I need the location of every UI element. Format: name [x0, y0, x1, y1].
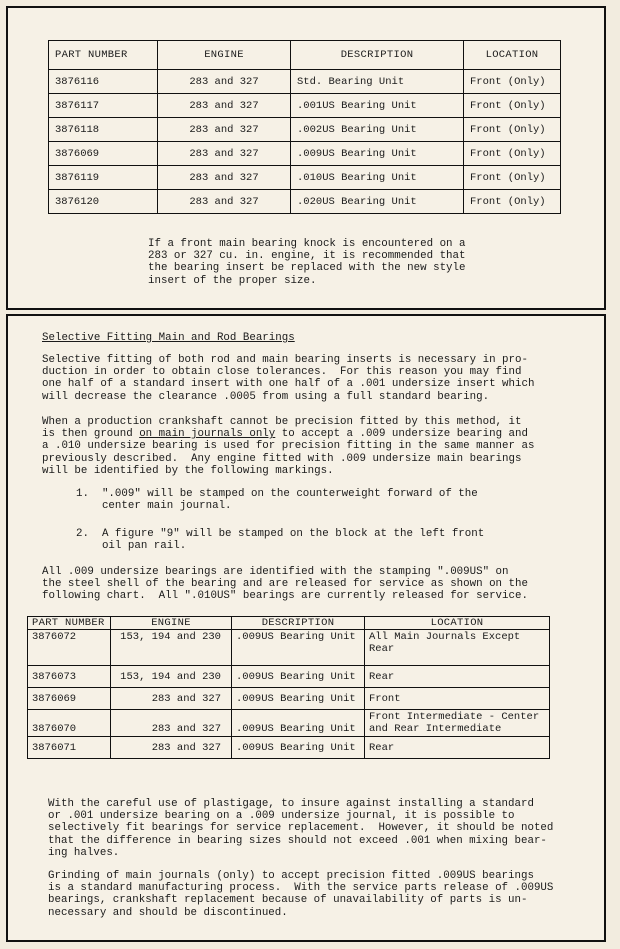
description: .001US Bearing Unit — [291, 94, 464, 118]
engine: 283 and 327 — [158, 142, 291, 166]
header-engine: ENGINE — [111, 617, 232, 630]
front-bearing-table — [48, 40, 561, 214]
table-row — [49, 94, 561, 118]
table-row — [28, 710, 550, 737]
engine: 283 and 327 — [111, 688, 232, 710]
part-number: 3876117 — [49, 94, 158, 118]
description: .009US Bearing Unit — [232, 630, 365, 666]
table-row — [49, 118, 561, 142]
header-engine: ENGINE — [158, 41, 291, 70]
location: Front (Only) — [464, 166, 561, 190]
location: Rear — [365, 666, 550, 688]
part-number: 3876070 — [28, 710, 111, 737]
engine: 283 and 327 — [111, 710, 232, 737]
part-number: 3876072 — [28, 630, 111, 666]
list-text: A figure "9" will be stamped on the block at the left front oil pan rail. — [101, 528, 485, 553]
engine: 153, 194 and 230 — [111, 666, 232, 688]
list-text: ".009" will be stamped on the counterweight forward of the center main journal. — [101, 488, 478, 513]
table-row — [28, 630, 550, 666]
paragraph-plastigage: With the careful use of plastigage, to insure against installing a standard or .001 undersize bearing on a .009 undersize journal, it is possible to selectively fit bearings for service replacement. However, it should be noted that the difference in bearing sizes should not exceed .001 when mixing bear- ing halves. — [48, 798, 554, 859]
paragraph-selective-fitting: Selective fitting of both rod and main bearing inserts is necessary in pro- duction in order to obtain close tolerances. For this reason you may find one half of a standard insert with one half of a .001 undersize insert which will decrease the clearance .0005 from using a full standard bearing. — [42, 354, 535, 403]
engine: 153, 194 and 230 — [111, 630, 232, 666]
main-panel — [6, 314, 606, 942]
engine: 283 and 327 — [158, 190, 291, 214]
paragraph-text: to accept a .009 undersize bearing and a .010 undersize bearing is used for precision fitting in the same manner as previously described. Any engine fitted with .009 undersize main bearings will be identified by the following markings. — [42, 428, 535, 477]
engine: 283 and 327 — [158, 70, 291, 94]
paragraph-crankshaft-ground — [42, 416, 534, 477]
part-number: 3876069 — [28, 688, 111, 710]
table-row — [28, 688, 550, 710]
description: .009US Bearing Unit — [232, 710, 365, 737]
part-number: 3876118 — [49, 118, 158, 142]
table-row — [49, 70, 561, 94]
table-header-row — [28, 617, 550, 630]
table-header-row — [49, 41, 561, 70]
table-row — [28, 737, 550, 759]
description: .020US Bearing Unit — [291, 190, 464, 214]
list-number: 2. — [76, 528, 89, 540]
header-part-number: PART NUMBER — [28, 617, 111, 630]
undersize-bearing-table — [27, 616, 550, 759]
paragraph-grinding: Grinding of main journals (only) to accept precision fitted .009US bearings is a standard manufacturing process. With the service parts release of .009US bearings, crankshaft replacement because of unavailability of parts is un- necessary and should be discontinued. — [48, 870, 554, 919]
list-item — [76, 488, 478, 512]
location: Front (Only) — [464, 190, 561, 214]
header-location: LOCATION — [365, 617, 550, 630]
description: .009US Bearing Unit — [232, 688, 365, 710]
location: Front (Only) — [464, 94, 561, 118]
description: .002US Bearing Unit — [291, 118, 464, 142]
part-number: 3876119 — [49, 166, 158, 190]
engine: 283 and 327 — [158, 166, 291, 190]
description: .009US Bearing Unit — [232, 737, 365, 759]
part-number: 3876071 — [28, 737, 111, 759]
location: Front Intermediate - Center and Rear Intermediate — [365, 710, 550, 737]
front-knock-note: If a front main bearing knock is encountered on a 283 or 327 cu. in. engine, it is recommended that the bearing insert be replaced with the new style insert of the proper size. — [148, 238, 466, 287]
table-row — [28, 666, 550, 688]
location: Rear — [365, 737, 550, 759]
header-description: DESCRIPTION — [291, 41, 464, 70]
top-panel — [6, 6, 606, 310]
engine: 283 and 327 — [111, 737, 232, 759]
paragraph-stamping: All .009 undersize bearings are identified with the stamping ".009US" on the steel shell of the bearing and are released for service as shown on the following chart. All ".010US" bearings are currently released for service. — [42, 566, 528, 603]
description: .009US Bearing Unit — [291, 142, 464, 166]
underlined-phrase: on main journals only — [139, 428, 276, 441]
engine: 283 and 327 — [158, 94, 291, 118]
list-number: 1. — [76, 488, 89, 500]
location: Front — [365, 688, 550, 710]
list-item — [76, 528, 484, 552]
description: Std. Bearing Unit — [291, 70, 464, 94]
part-number: 3876073 — [28, 666, 111, 688]
table-row — [49, 190, 561, 214]
part-number: 3876120 — [49, 190, 158, 214]
location: All Main Journals Except Rear — [365, 630, 550, 666]
header-description: DESCRIPTION — [232, 617, 365, 630]
table-row — [49, 142, 561, 166]
table-row — [49, 166, 561, 190]
paragraph-text: When a production crankshaft cannot be precision fitted by this method, it is then ground — [42, 416, 522, 441]
description: .009US Bearing Unit — [232, 666, 365, 688]
part-number: 3876116 — [49, 70, 158, 94]
header-location: LOCATION — [464, 41, 561, 70]
location: Front (Only) — [464, 70, 561, 94]
section-title: Selective Fitting Main and Rod Bearings — [42, 332, 295, 344]
engine: 283 and 327 — [158, 118, 291, 142]
header-part-number: PART NUMBER — [49, 41, 158, 70]
part-number: 3876069 — [49, 142, 158, 166]
location: Front (Only) — [464, 118, 561, 142]
description: .010US Bearing Unit — [291, 166, 464, 190]
location: Front (Only) — [464, 142, 561, 166]
